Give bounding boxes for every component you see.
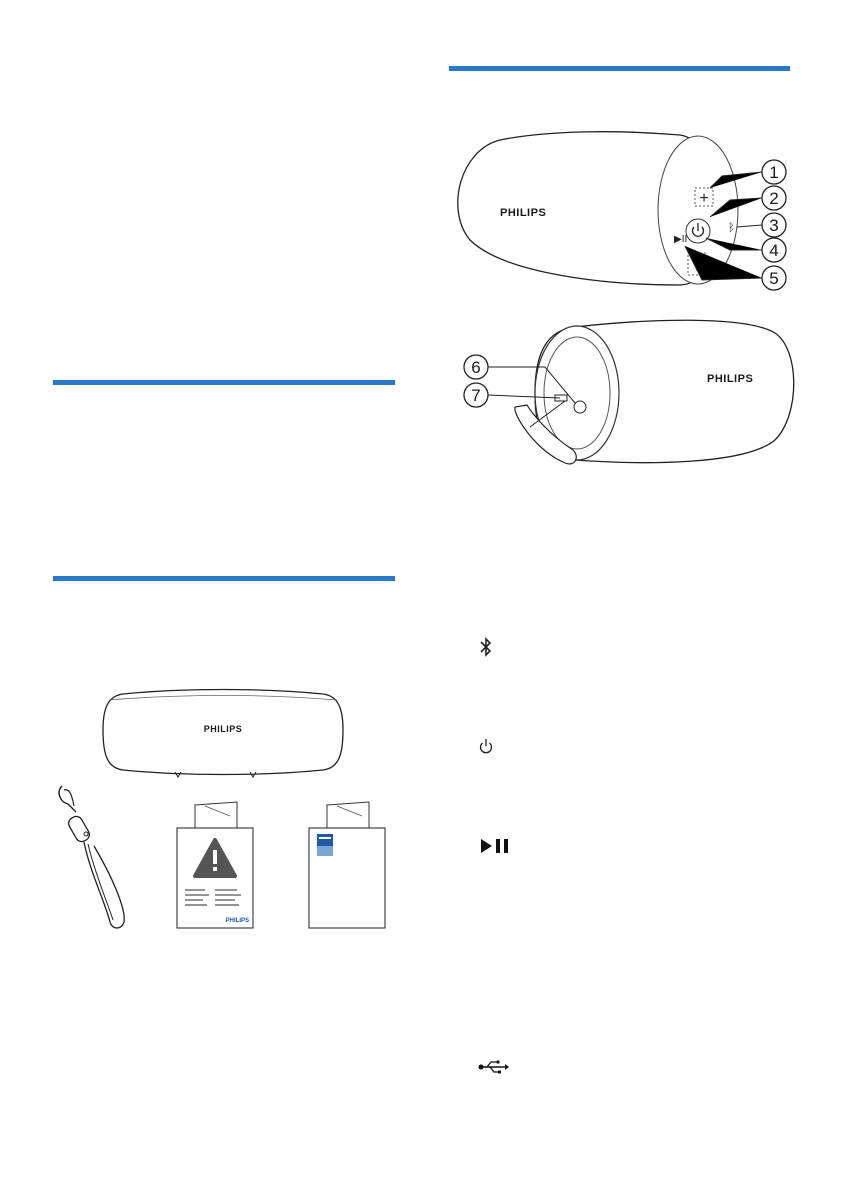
speaker-play-pause-icon: ▶II xyxy=(674,234,688,245)
aux-in-port xyxy=(574,401,586,413)
speaker-front-logo: PHILIPS xyxy=(500,207,547,219)
callout-2 xyxy=(762,186,786,210)
quick-start-guide-illustration xyxy=(307,800,387,930)
speaker-front-diagram xyxy=(440,120,790,300)
box-speaker-illustration xyxy=(103,690,343,778)
section-rule-top-right xyxy=(449,66,790,71)
callout-4 xyxy=(762,238,786,262)
svg-text:4: 4 xyxy=(769,241,779,260)
svg-text:3: 3 xyxy=(769,216,779,235)
callout-7 xyxy=(464,383,488,407)
callout-6 xyxy=(464,355,488,379)
callout-5 xyxy=(762,266,786,290)
speaker-rear-diagram xyxy=(455,315,800,475)
safety-leaflet-logo: PHILIPS xyxy=(225,918,249,924)
strap-illustration xyxy=(50,782,135,932)
callout-3 xyxy=(762,213,786,237)
speaker-rear-logo: PHILIPS xyxy=(707,373,754,385)
svg-text:1: 1 xyxy=(769,163,779,182)
section-rule-left-1 xyxy=(53,380,395,385)
svg-text:6: 6 xyxy=(471,358,481,377)
bluetooth-icon xyxy=(480,637,492,657)
usb-icon xyxy=(478,1059,510,1075)
safety-leaflet-illustration xyxy=(175,800,255,930)
box-speaker-logo: PHILIPS xyxy=(203,724,243,734)
svg-text:5: 5 xyxy=(769,269,779,288)
svg-text:7: 7 xyxy=(471,386,481,405)
svg-text:2: 2 xyxy=(769,189,779,208)
power-icon xyxy=(479,738,493,754)
volume-up-symbol: + xyxy=(699,190,709,207)
speaker-bluetooth-icon: ᛒ xyxy=(728,222,735,234)
callout-1 xyxy=(762,160,786,184)
play-pause-icon xyxy=(481,838,511,854)
section-rule-left-2 xyxy=(53,576,395,581)
